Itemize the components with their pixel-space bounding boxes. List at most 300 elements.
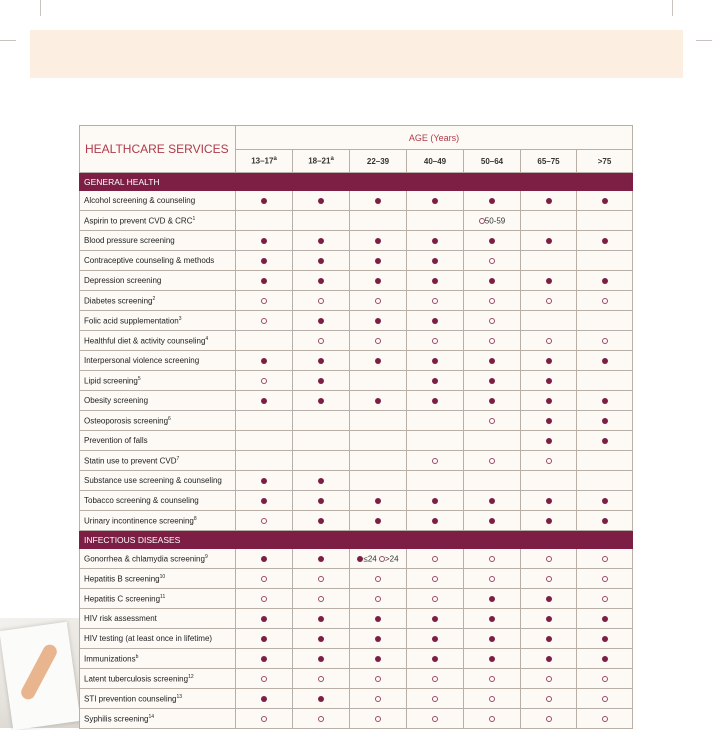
table-row [80,609,633,629]
recommendation-cell [521,351,577,371]
recommendation-cell [350,669,407,689]
service-cell [80,431,236,451]
service-name: Prevention of falls [84,436,148,445]
age-column-header [293,150,350,173]
recommendation-cell [521,271,577,291]
service-name: HIV risk assessment [84,614,157,623]
recommendation-cell [407,491,464,511]
recommendation-cell [521,569,577,589]
open-circle-icon [602,596,608,602]
recommendation-cell [577,291,633,311]
service-cell [80,709,236,729]
open-circle-icon [602,298,608,304]
recommendation-cell [236,191,293,211]
age-column-header [236,150,293,173]
recommendation-cell [293,609,350,629]
filled-dot-icon [602,398,608,404]
recommendation-cell [293,391,350,411]
recommendation-cell [236,709,293,729]
filled-dot-icon [489,398,495,404]
recommendation-cell [464,629,521,649]
filled-dot-icon [261,616,267,622]
filled-dot-icon [375,358,381,364]
recommendation-cell [521,251,577,271]
filled-dot-icon [375,616,381,622]
service-footnote: 14 [148,713,155,720]
recommendation-cell [577,251,633,271]
recommendation-cell [236,251,293,271]
open-circle-icon [546,696,552,702]
recommendation-cell [521,709,577,729]
service-cell [80,251,236,271]
table-row [80,191,633,211]
service-name: Aspirin to prevent CVD & CRC [84,216,193,226]
recommendation-cell [236,669,293,689]
filled-dot-icon [432,636,438,642]
recommendation-cell [407,589,464,609]
filled-dot-icon [375,398,381,404]
filled-dot-icon [432,358,438,364]
service-name: Folic acid supplementation [84,316,179,326]
section-row [80,173,633,191]
recommendation-cell [293,451,350,471]
crop-mark [0,40,16,41]
service-cell [80,351,236,371]
recommendation-cell [577,411,633,431]
recommendation-cell [236,589,293,609]
recommendation-cell [236,629,293,649]
open-circle-icon [546,716,552,722]
service-name: Gonorrhea & chlamydia screening [84,554,205,564]
recommendation-cell [293,191,350,211]
open-circle-icon [489,298,495,304]
service-cell [80,371,236,391]
recommendation-cell [577,231,633,251]
open-circle-icon [489,258,495,264]
recommendation-cell [577,629,633,649]
recommendation-cell [293,371,350,391]
filled-dot-icon [432,278,438,284]
recommendation-cell [350,629,407,649]
open-circle-icon [489,696,495,702]
recommendation-cell [521,231,577,251]
filled-dot-icon [546,198,552,204]
service-name: Latent tuberculosis screening [84,674,189,684]
recommendation-cell [350,689,407,709]
service-footnote: 3 [178,315,182,322]
table-row [80,431,633,451]
filled-dot-icon [602,636,608,642]
recommendation-cell [521,589,577,609]
section-row [80,531,633,549]
open-circle-icon [375,298,381,304]
recommendation-cell [350,371,407,391]
recommendation-cell [293,511,350,531]
service-name: Alcohol screening & counseling [84,196,196,205]
recommendation-cell [464,549,521,569]
recommendation-cell [577,371,633,391]
age-column-label: 13–17 [251,156,274,166]
recommendation-cell [464,709,521,729]
table-row [80,351,633,371]
recommendation-cell [577,511,633,531]
recommendation-cell [236,431,293,451]
filled-dot-icon [602,616,608,622]
recommendation-cell [350,331,407,351]
service-cell [80,271,236,291]
service-cell [80,491,236,511]
recommendation-cell [236,411,293,431]
recommendation-cell [407,709,464,729]
recommendation-cell [521,391,577,411]
service-name: Immunizations [84,654,136,664]
recommendation-cell [236,371,293,391]
recommendation-cell [464,589,521,609]
recommendation-cell [577,491,633,511]
filled-dot-icon [432,656,438,662]
service-footnote: 8 [193,515,197,522]
recommendation-cell [464,331,521,351]
service-cell [80,609,236,629]
recommendation-cell [464,511,521,531]
recommendation-cell [521,689,577,709]
service-name: Interpersonal violence screening [84,356,200,365]
filled-dot-icon [546,656,552,662]
table-row [80,471,633,491]
recommendation-cell [293,569,350,589]
recommendation-cell [236,331,293,351]
service-name: HIV testing (at least once in lifetime) [84,634,213,643]
recommendation-cell [407,351,464,371]
recommendation-cell [350,649,407,669]
age-column-header [464,150,521,173]
recommendation-cell [464,411,521,431]
open-circle-icon [602,338,608,344]
open-circle-icon [489,458,495,464]
filled-dot-icon [602,418,608,424]
recommendation-cell [407,191,464,211]
recommendation-cell [577,669,633,689]
filled-dot-icon [261,258,267,264]
table-row [80,231,633,251]
open-circle-icon [261,518,267,524]
recommendation-cell [464,451,521,471]
range-label: ≤24 [363,554,377,564]
filled-dot-icon [375,238,381,244]
recommendation-cell [407,689,464,709]
filled-dot-icon [375,258,381,264]
recommendation-cell [236,231,293,251]
filled-dot-icon [489,198,495,204]
open-circle-icon [261,596,267,602]
service-cell [80,669,236,689]
filled-dot-icon [489,498,495,504]
filled-dot-icon [602,656,608,662]
filled-dot-icon [261,278,267,284]
service-footnote: b [135,653,139,660]
recommendation-cell [464,211,521,231]
open-circle-icon [546,576,552,582]
table-row [80,589,633,609]
filled-dot-icon [261,498,267,504]
filled-dot-icon [546,498,552,504]
recommendation-cell [521,451,577,471]
service-name: Syphilis screening [84,714,149,724]
service-name: Contraceptive counseling & methods [84,256,215,265]
range-label: 50-59 [484,216,506,226]
open-circle-icon [489,556,495,562]
age-column-label: 65–75 [537,156,560,166]
service-cell [80,649,236,669]
open-circle-icon [546,298,552,304]
recommendation-cell [577,549,633,569]
recommendation-cell [464,271,521,291]
table-row [80,251,633,271]
recommendation-cell [236,291,293,311]
recommendation-cell [293,491,350,511]
open-circle-icon [489,338,495,344]
recommendation-cell [293,251,350,271]
filled-dot-icon [375,518,381,524]
filled-dot-icon [318,636,324,642]
recommendation-cell [521,609,577,629]
service-cell [80,191,236,211]
age-header: AGE (Years) [236,126,633,150]
filled-dot-icon [261,636,267,642]
recommendation-cell [521,511,577,531]
filled-dot-icon [318,478,324,484]
recommendation-cell [350,291,407,311]
service-cell [80,311,236,331]
recommendation-cell [236,471,293,491]
recommendation-cell [407,291,464,311]
recommendation-cell [521,669,577,689]
recommendation-cell [350,351,407,371]
service-name: Diabetes screening [84,296,153,306]
open-circle-icon [546,338,552,344]
recommendation-cell [407,471,464,491]
open-circle-icon [489,716,495,722]
service-cell [80,511,236,531]
open-circle-icon [261,378,267,384]
table-row [80,311,633,331]
recommendation-cell [464,191,521,211]
open-circle-icon [602,716,608,722]
filled-dot-icon [489,278,495,284]
recommendation-cell [407,311,464,331]
filled-dot-icon [489,358,495,364]
open-circle-icon [261,576,267,582]
recommendation-cell [293,549,350,569]
open-circle-icon [318,298,324,304]
service-footnote: 10 [159,573,166,580]
open-circle-icon [261,676,267,682]
recommendation-cell [407,669,464,689]
recommendation-cell [577,191,633,211]
recommendation-cell [236,271,293,291]
filled-dot-icon [318,358,324,364]
filled-dot-icon [261,696,267,702]
recommendation-cell [293,311,350,331]
age-column-label: >75 [597,156,612,166]
open-circle-icon [489,418,495,424]
recommendation-cell [577,689,633,709]
recommendation-cell [236,491,293,511]
recommendation-cell [350,271,407,291]
recommendation-cell [407,211,464,231]
filled-dot-icon [602,278,608,284]
recommendation-cell [407,431,464,451]
recommendation-cell [236,211,293,231]
recommendation-cell [350,589,407,609]
table-row [80,629,633,649]
filled-dot-icon [318,238,324,244]
filled-dot-icon [546,636,552,642]
recommendation-cell [350,191,407,211]
filled-dot-icon [261,556,267,562]
filled-dot-icon [432,378,438,384]
table-row [80,211,633,231]
table-row [80,391,633,411]
table-title: HEALTHCARE SERVICES [80,126,236,173]
open-circle-icon [375,576,381,582]
recommendation-cell [521,491,577,511]
recommendation-cell [577,709,633,729]
service-name: Depression screening [84,276,162,285]
table-row [80,451,633,471]
service-cell [80,569,236,589]
service-name: Hepatitis B screening [84,574,160,584]
recommendation-cell [577,569,633,589]
service-cell [80,291,236,311]
recommendation-cell [350,391,407,411]
recommendation-cell [407,251,464,271]
recommendation-cell [293,211,350,231]
recommendation-cell [236,311,293,331]
service-footnote: 9 [204,553,208,560]
service-footnote: 12 [188,673,194,680]
recommendation-cell [293,589,350,609]
recommendation-cell [407,649,464,669]
recommendation-cell [521,311,577,331]
recommendation-cell [293,291,350,311]
open-circle-icon [432,716,438,722]
open-circle-icon [432,338,438,344]
recommendation-cell [293,431,350,451]
filled-dot-icon [489,378,495,384]
service-footnote: 5 [137,375,141,382]
service-cell [80,391,236,411]
recommendation-cell [350,511,407,531]
recommendation-cell [464,431,521,451]
open-circle-icon [261,298,267,304]
section-title: INFECTIOUS DISEASES [80,531,633,549]
age-column-footnote: a [330,156,334,163]
crop-mark [40,0,41,16]
recommendation-cell [236,549,293,569]
section-title: GENERAL HEALTH [80,173,633,191]
open-circle-icon [318,716,324,722]
recommendation-cell [464,689,521,709]
open-circle-icon [602,556,608,562]
filled-dot-icon [489,656,495,662]
filled-dot-icon [432,518,438,524]
recommendation-cell [521,629,577,649]
age-column-header [350,150,407,173]
recommendation-cell [464,471,521,491]
recommendation-cell [407,569,464,589]
service-cell [80,549,236,569]
recommendation-cell [350,431,407,451]
recommendation-cell [577,271,633,291]
recommendation-cell [407,629,464,649]
filled-dot-icon [546,596,552,602]
table-row [80,549,633,569]
filled-dot-icon [318,556,324,562]
recommendation-cell [577,451,633,471]
table-row [80,709,633,729]
recommendation-cell [577,331,633,351]
open-circle-icon [432,458,438,464]
open-circle-icon [375,338,381,344]
filled-dot-icon [602,238,608,244]
filled-dot-icon [602,198,608,204]
open-circle-icon [489,576,495,582]
open-circle-icon [432,576,438,582]
recommendation-cell [577,211,633,231]
filled-dot-icon [432,238,438,244]
recommendation-cell [293,471,350,491]
filled-dot-icon [375,278,381,284]
service-footnote: 1 [192,215,196,222]
service-name: Healthful diet & activity counseling [84,336,206,346]
healthcare-services-table [79,125,633,729]
filled-dot-icon [318,696,324,702]
service-cell [80,331,236,351]
filled-dot-icon [432,498,438,504]
open-circle-icon [318,338,324,344]
recommendation-cell [236,569,293,589]
recommendation-cell [521,331,577,351]
open-circle-icon [432,596,438,602]
filled-dot-icon [318,398,324,404]
recommendation-cell [407,391,464,411]
service-cell [80,689,236,709]
recommendation-cell [407,511,464,531]
recommendation-cell [236,351,293,371]
service-name: Urinary incontinence screening [84,516,194,526]
recommendation-cell [293,271,350,291]
open-circle-icon [546,556,552,562]
table-row [80,511,633,531]
service-name: STI prevention counseling [84,694,177,704]
recommendation-cell [407,271,464,291]
recommendation-cell [521,291,577,311]
filled-dot-icon [261,198,267,204]
filled-dot-icon [261,478,267,484]
table-row [80,569,633,589]
filled-dot-icon [602,518,608,524]
service-footnote: 11 [160,593,166,600]
recommendation-cell [407,231,464,251]
service-name: Hepatitis C screening [84,594,161,604]
open-circle-icon [602,676,608,682]
recommendation-cell [293,709,350,729]
filled-dot-icon [546,616,552,622]
open-circle-icon [261,318,267,324]
table-row [80,291,633,311]
service-cell [80,211,236,231]
